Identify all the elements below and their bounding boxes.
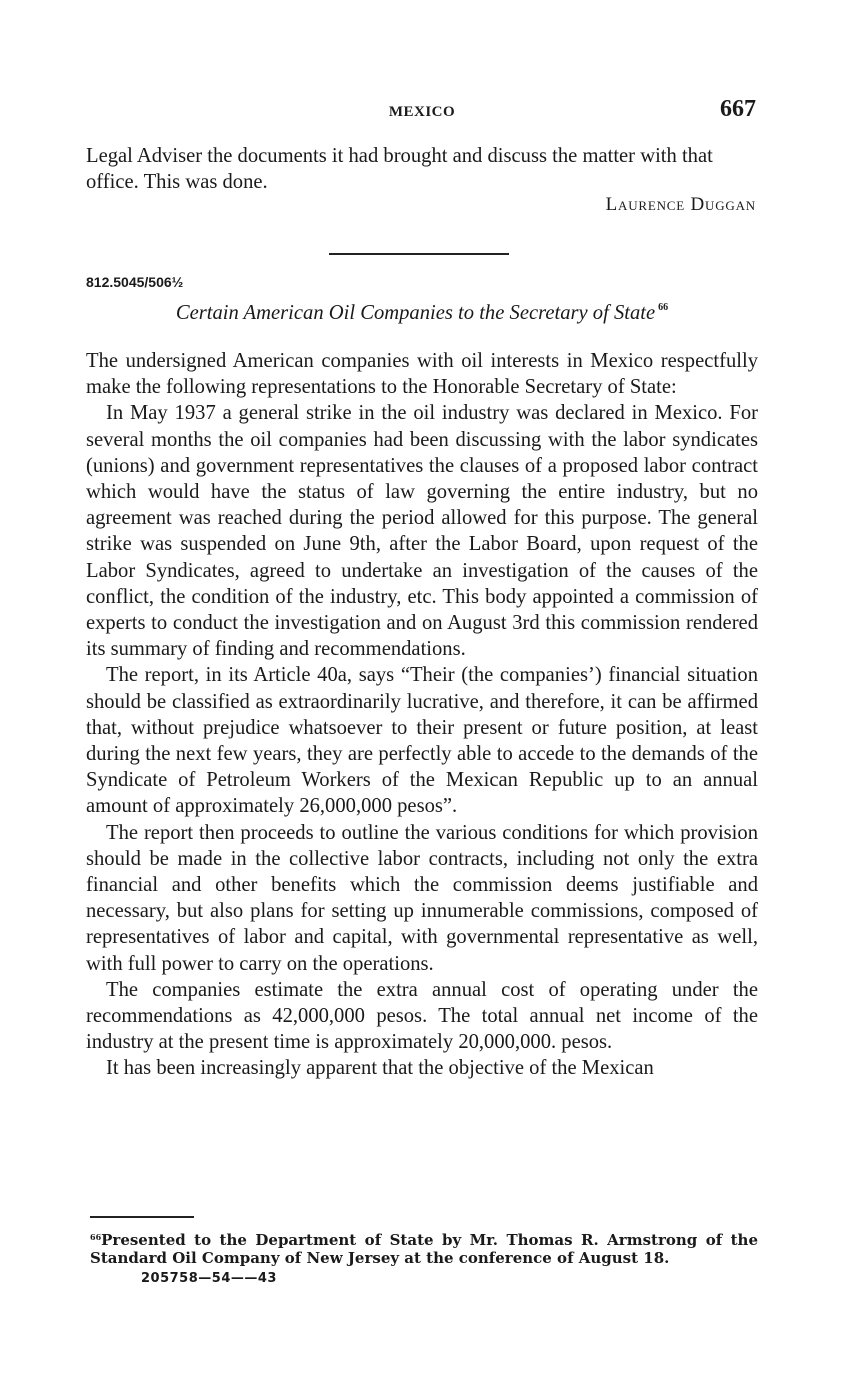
footnote — [90, 1228, 758, 1267]
paragraph: The report then proceeds to outline the various conditions for which provision should be made in the collective labor contracts, including not only the extra financial and other benefits which the commission deems justifiable and necessary, but also plans for setting up innumerable commissions, composed of representatives of labor and capital, with governmental representative as well, with full power to carry on the operations. — [86, 821, 758, 975]
continued-text — [86, 143, 758, 195]
print-code: 205758—54——43 — [141, 1271, 277, 1286]
signature: Laurence Duggan — [605, 194, 756, 215]
paragraph: The report, in its Article 40a, says “Their (the companies’) financial situation should be classified as extraordinarily lucrative, and therefore, it can be affirmed that, without prejudice whatsoever to their present or future position, at least during the next few years, they are perfectly able to accede to the demands of the Syndicate of Petroleum Workers of the Mexican Republic up to an annual amount of approximately 26,000,000 pesos”. — [86, 664, 758, 818]
footnote-text: Presented to the Department of State by Mr. Thomas R. Armstrong of the Standard Oil Company of New Jersey at the conference of August 18. — [90, 1231, 758, 1267]
page-header — [86, 96, 758, 126]
document-title-text: Certain American Oil Companies to the Secretary of State — [175, 302, 656, 324]
paragraph: It has been increasingly apparent that the objective of the Mexican — [106, 1057, 654, 1080]
section-divider — [329, 253, 509, 255]
paragraph: The companies estimate the extra annual cost of operating under the recommendations as 42,000,000 pesos. The total annual net income of the industry at the present time is approximately 20,000,000. pesos. — [86, 978, 758, 1054]
footnote-reference: 66 — [658, 302, 669, 313]
footnote-rule — [90, 1216, 194, 1218]
paragraph: The undersigned American companies with oil interests in Mexico respectfully make the following representations to the Honorable Secretary of State: — [86, 350, 758, 399]
document-title — [86, 302, 758, 325]
continued-paragraph: Legal Adviser the documents it had brought and discuss the matter with that office. This was done. — [86, 145, 713, 194]
running-head: MEXICO — [388, 104, 456, 120]
document-page — [86, 0, 758, 1380]
page-number: 667 — [720, 96, 756, 122]
document-body — [86, 348, 758, 1082]
footnote-marker: 66 — [90, 1232, 102, 1242]
file-number: 812.5045/506½ — [86, 274, 184, 290]
paragraph: In May 1937 a general strike in the oil industry was declared in Mexico. For several months the oil companies had been discussing with the labor syndicates (unions) and government representatives the clauses of a proposed labor contract which would have the status of law governing the entire industry, but no agreement was reached during the period allowed for this purpose. The general strike was suspended on June 9th, after the Labor Board, upon request of the Labor Syndicates, agreed to undertake an investigation of the causes of the conflict, the condition of the industry, etc. This body appointed a commission of experts to conduct the investigation and on August 3rd this commission rendered its summary of finding and recommendations. — [86, 402, 758, 661]
